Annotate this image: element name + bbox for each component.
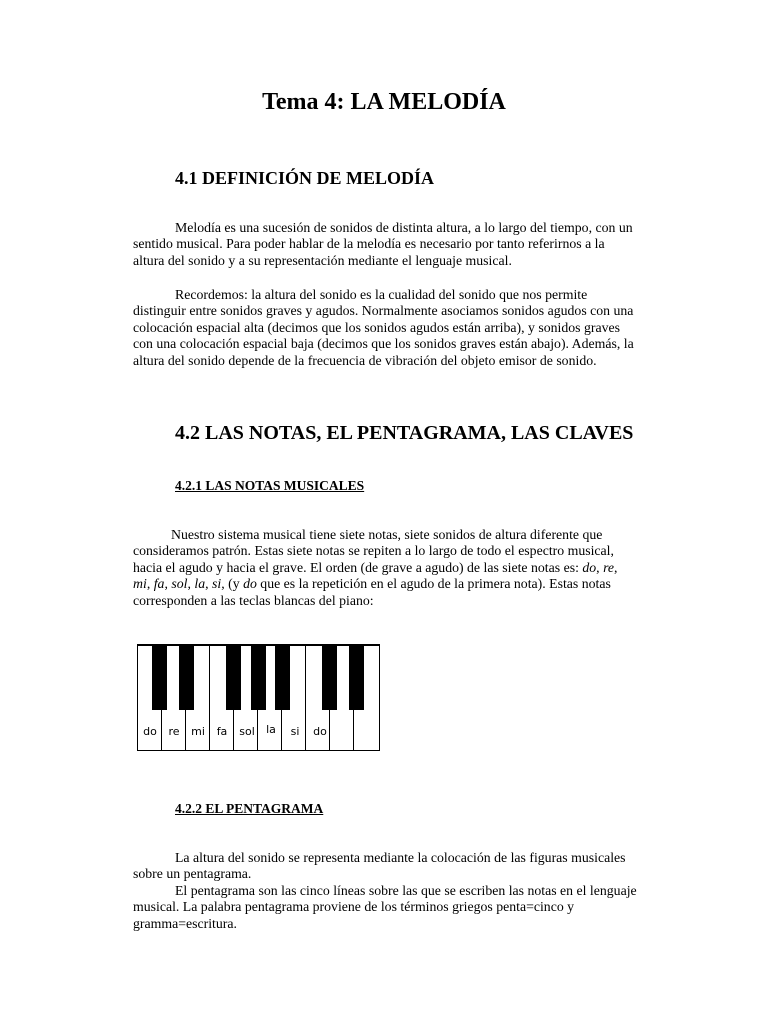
paragraph-pitch-reminder — [133, 287, 638, 369]
note-la: la — [194, 576, 206, 592]
note-do: do — [582, 559, 597, 575]
note-si: si — [212, 576, 222, 592]
paragraph-text: La altura del sonido se representa mediante la colocación de las figuras musicales sobre un pentagrama. — [133, 850, 626, 882]
paragraph-staff — [133, 850, 638, 932]
note-fa: fa — [153, 576, 165, 592]
key-label: fa — [216, 725, 228, 738]
paragraph-text: Recordemos: la altura del sonido es la cualidad del sonido que nos permite distinguir entre sonidos graves y agudos. Normalmente asociamos sonidos agudos con una colocación espacial alta (decimos que los sonidos agudos están arriba), y sonidos graves con una colocación espacial baja (decimos que los sonidos graves están abajo). Además, la altura del sonido depende de la frecuencia de vibración del objeto emisor de sonido. — [133, 287, 634, 368]
section-heading-4-2: 4.2 LAS NOTAS, EL PENTAGRAMA, LAS CLAVES — [175, 422, 634, 444]
paragraph-text: Melodía es una sucesión de sonidos de distinta altura, a lo largo del tiempo, con un sentido musical. Para poder hablar de la melodía es necesario por tanto referirnos a la altura del sonido y a su representación mediante el lenguaje musical. — [133, 220, 633, 268]
black-key — [251, 644, 266, 710]
page-title: Tema 4: LA MELODÍA — [262, 89, 506, 115]
black-key — [275, 644, 290, 710]
black-key — [349, 644, 364, 710]
key-label: do — [143, 725, 157, 738]
black-key — [226, 644, 241, 710]
black-key — [322, 644, 337, 710]
black-key — [152, 644, 167, 710]
key-label: mi — [191, 725, 205, 738]
paragraph-text: Nuestro sistema musical tiene siete notas, siete sonidos de altura diferente que consideramos patrón. Estas siete notas se repiten a lo largo de todo el espectro musical, hacia el agudo y hacia el grave. El orden (de grave a agudo) de las siete notas es: do, re, mi, fa, sol, la, si, (y do que es la repetición en el agudo de la primera nota). Estas notas corresponden a las teclas blancas del piano: — [133, 527, 618, 608]
note-sol: sol — [171, 576, 188, 592]
subsection-heading-4-2-2: 4.2.2 EL PENTAGRAMA — [175, 801, 324, 816]
black-key — [179, 644, 194, 710]
key-label: la — [266, 723, 276, 736]
note-mi: mi — [133, 576, 147, 592]
subsection-heading-4-2-1: 4.2.1 LAS NOTAS MUSICALES — [175, 478, 365, 493]
paragraph-text: El pentagrama son las cinco líneas sobre las que se escriben las notas en el lenguaje musical. La palabra pentagrama proviene de los términos griegos penta=cinco y gramma=escritura. — [133, 882, 637, 931]
piano-keyboard-illustration — [137, 644, 380, 750]
paragraph-melody-definition — [133, 220, 638, 269]
paragraph-musical-notes — [133, 527, 638, 609]
note-do-octave: do — [243, 576, 257, 592]
note-re: re — [603, 559, 615, 575]
section-heading-4-1: 4.1 DEFINICIÓN DE MELODÍA — [175, 168, 435, 188]
key-label: si — [290, 725, 300, 738]
key-label: sol — [239, 725, 255, 738]
key-label: do — [313, 725, 327, 738]
key-label: re — [168, 725, 180, 738]
